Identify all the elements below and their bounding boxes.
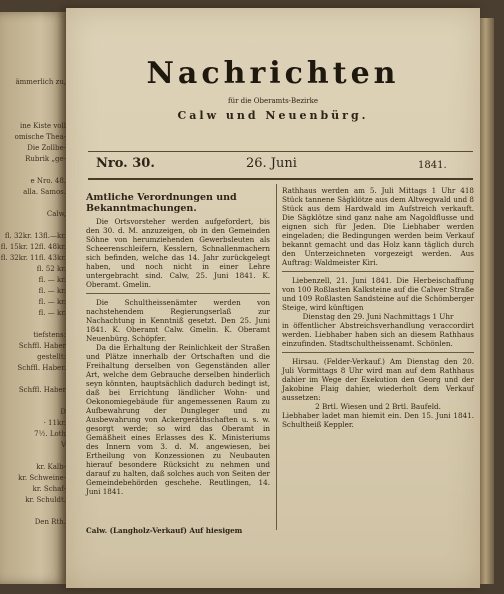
issue-date: 26. Juni [246, 156, 297, 171]
previous-page-line: Schffl. Haber. [17, 364, 66, 372]
previous-page-line: kr. Kalb- [36, 463, 66, 471]
notice-paragraph: Da die Erhaltung der Reinlichkeit der Straßen und Plätze innerhalb der Ortschaften und die Freihaltung derselben von Gegenständen aller Art, welche dem Gebrauche derselben hinderlich seyn könnten, hauptsächlich dadurch bedingt ist, daß bei Errichtung ländlicher Wohn- und Oekonomiegebäude für angemessenen Raum zu Aufbewahrung der Dungleger und zu Ausbewahrung von Ackergeräthschaften u. s. w. gesorgt werde; so wird das Oberamt in Gemäßheit eines Erlasses des K. Ministeriums des Innern vom 3. d. M. angewiesen, bei Ertheilung von Konzessionen zu Neubauten hierauf besondere Rücksicht zu nehmen und darauf zu halten, daß solches auch von Seiten der Gemeindebehörden geschehe. Reutlingen, 14. Juni 1841. [86, 343, 270, 496]
previous-page-line: fl. — kr. [38, 309, 66, 317]
previous-page-line: Rubrik „ge- [25, 155, 66, 163]
previous-page-line: fl. 15kr. 12fl. 48kr. [0, 243, 66, 251]
right-column [282, 186, 474, 429]
page-edge [480, 18, 494, 584]
notice-date-line: Dienstag den 29. Juni Nachmittags 1 Uhr [302, 312, 454, 321]
notice-paragraph: in öffentlicher Abstreichsverhandlung veraccordirt werden. Liebhaber haben sich an diesem Rathhaus einzufinden. Stadtschultheissenamt. Schönlen. [282, 321, 474, 348]
previous-page-line: alla. Samos. [23, 188, 66, 196]
previous-page-line: Schffl. Haber [18, 342, 66, 350]
previous-page-line: 7½. Loth [34, 430, 66, 438]
previous-page-line: fl. 32kr. 13fl.—kr. [4, 232, 66, 240]
previous-page-line: Calw, [46, 210, 66, 218]
previous-page-line: gestellt: [37, 353, 66, 361]
previous-page-line: fl. — kr. [38, 287, 66, 295]
previous-page-line: kr. Schaf- [32, 485, 66, 493]
previous-page-line: ämmerlich zu, [15, 78, 66, 86]
newspaper-page [66, 8, 480, 588]
left-column [86, 192, 270, 496]
section-heading: Amtliche Verordnungen und Bekanntmachungen. [86, 192, 237, 214]
previous-page-line: omische Thea- [14, 133, 66, 141]
divider [86, 293, 270, 294]
newspaper-subtitle: für die Oberamts-Bezirke [228, 97, 318, 105]
notice-paragraph: Die Ortsvorsteher werden aufgefordert, bis den 30. d. M. anzuzeigen, ob in den Gemeinden Söhne von herumziehenden Gewerbsleuten als Scheerenschleifern, Kesslern, Schnallenmachern sich befinden, welche das 14. Jahr zurückgelegt haben, und noch nicht in einer Lehre untergebracht sind. Calw, 25. Juni 1841. K. Oberamt. Gmelin. [86, 217, 270, 289]
previous-page-line: Den Rth. [34, 518, 66, 526]
previous-page-line: D [60, 408, 66, 416]
previous-page-fragment [0, 12, 68, 584]
previous-page-line: e Nro. 48. [30, 177, 66, 185]
column-separator [276, 184, 277, 530]
previous-page-line: tiefstens: [33, 331, 66, 339]
header-rule-top [88, 151, 473, 152]
previous-page-line: Schffl. Haber [18, 386, 66, 394]
divider [282, 271, 474, 272]
issue-year: 1841. [418, 160, 447, 171]
divider [282, 352, 474, 353]
header-rule-bottom [88, 178, 473, 180]
previous-page-line: ine Kiste voll [19, 122, 66, 130]
continued-notice: Calw. (Langholz-Verkauf) Auf hiesigem [86, 526, 243, 535]
previous-page-line: kr. Schweine- [18, 474, 66, 482]
notice-paragraph: Die Schultheissenämter werden von nachstehendem Regierungserlaß zur Nachachtung in Kenntniß gesetzt. Den 25. Juni 1841. K. Oberamt Calw. Gmelin. K. Oberamt Neuenbürg. Schöpfer. [86, 298, 270, 343]
previous-page-line: kr. Schuldt. [25, 496, 66, 504]
issue-number: Nro. 30. [96, 156, 155, 171]
previous-page-line: fl. — kr. [38, 276, 66, 284]
notice-item-line: 2 Brtl. Wiesen und 2 Brtl. Baufeld. [315, 402, 441, 411]
previous-page-line: Die Zollbe- [27, 144, 66, 152]
previous-page-line: fl. 32kr. 11fl. 43kr. [0, 254, 66, 262]
notice-paragraph: Rathhaus werden am 5. Juli Mittags 1 Uhr 418 Stück tannene Sägklötze aus dem Altwegwald und 8 Stück aus dem Hardwald im Aufstreich verkauft. Die Sägklötze sind ganz nahe am Nagoldflusse und eignen sich für Jeden. Die Liebhaber werden eingeladen; die Bedingungen werden beim Verkauf bekannt gemacht und das Holz kann täglich durch den Unterzeichneten vorgezeigt werden. Aus Auftrag: Waldmeister Kiri. [282, 186, 474, 267]
masthead [66, 56, 480, 122]
previous-page-line: fl. 52 kr. [36, 265, 66, 273]
previous-page-line: V [60, 441, 66, 449]
previous-page-line: fl. — kr. [38, 298, 66, 306]
newspaper-districts: Calw und Neuenbürg. [177, 109, 369, 122]
previous-page-line: · 11kr. [43, 419, 66, 427]
newspaper-title: Nachrichten [146, 56, 400, 91]
notice-paragraph: Hirsau. (Felder-Verkauf.) Am Dienstag den 20. Juli Vormittags 8 Uhr wird man auf dem Rathhaus dahier im Wege der Exekution den Georg und der Jakobine Flaig dahier, wiederholt dem Verkauf aussetzen: [282, 357, 474, 402]
notice-paragraph: Liebenzell, 21. Juni 1841. Die Herbeischaffung von 100 Roßlasten Kalksteine auf die Calwer Straße und 109 Roßlasten Sandsteine auf die Schömberger Steige, wird künftigen [282, 276, 474, 312]
notice-paragraph: Liebhaber ladet man hiemit ein. Den 15. Juni 1841. Schultheiß Keppler. [282, 411, 474, 429]
